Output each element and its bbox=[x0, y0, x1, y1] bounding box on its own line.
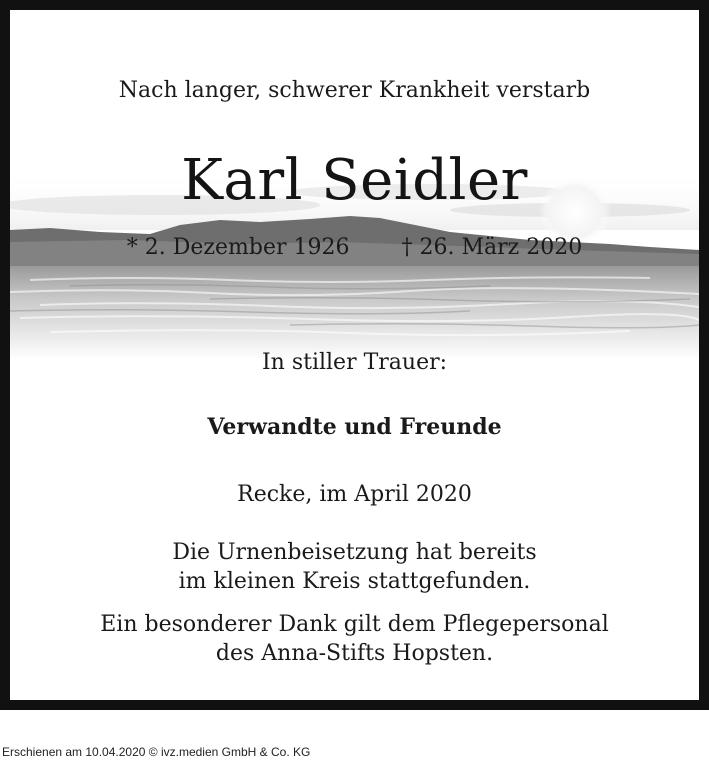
deceased-name: Karl Seidler bbox=[181, 148, 528, 213]
intro-text: Nach langer, schwerer Krankheit verstarb bbox=[118, 78, 591, 103]
urn-note-line: im kleinen Kreis stattgefunden. bbox=[178, 569, 531, 594]
publication-footer: Erschienen am 10.04.2020 © ivz.medien GmbH & Co. KG bbox=[2, 745, 311, 759]
urn-burial-note bbox=[10, 538, 699, 596]
thanks-note-line: des Anna-Stifts Hopsten. bbox=[215, 641, 494, 666]
life-dates bbox=[10, 235, 699, 260]
mourners-name: Verwandte und Freunde bbox=[207, 414, 502, 440]
thanks-note-line: Ein besonderer Dank gilt dem Pflegepersonal bbox=[100, 612, 609, 637]
thanks-note bbox=[10, 610, 699, 668]
birth-date: * 2. Dezember 1926 bbox=[126, 235, 350, 260]
urn-note-line: Die Urnenbeisetzung hat bereits bbox=[172, 540, 537, 565]
mourning-label: In stiller Trauer: bbox=[261, 350, 448, 375]
place-date: Recke, im April 2020 bbox=[237, 482, 472, 507]
death-date: † 26. März 2020 bbox=[401, 235, 583, 260]
